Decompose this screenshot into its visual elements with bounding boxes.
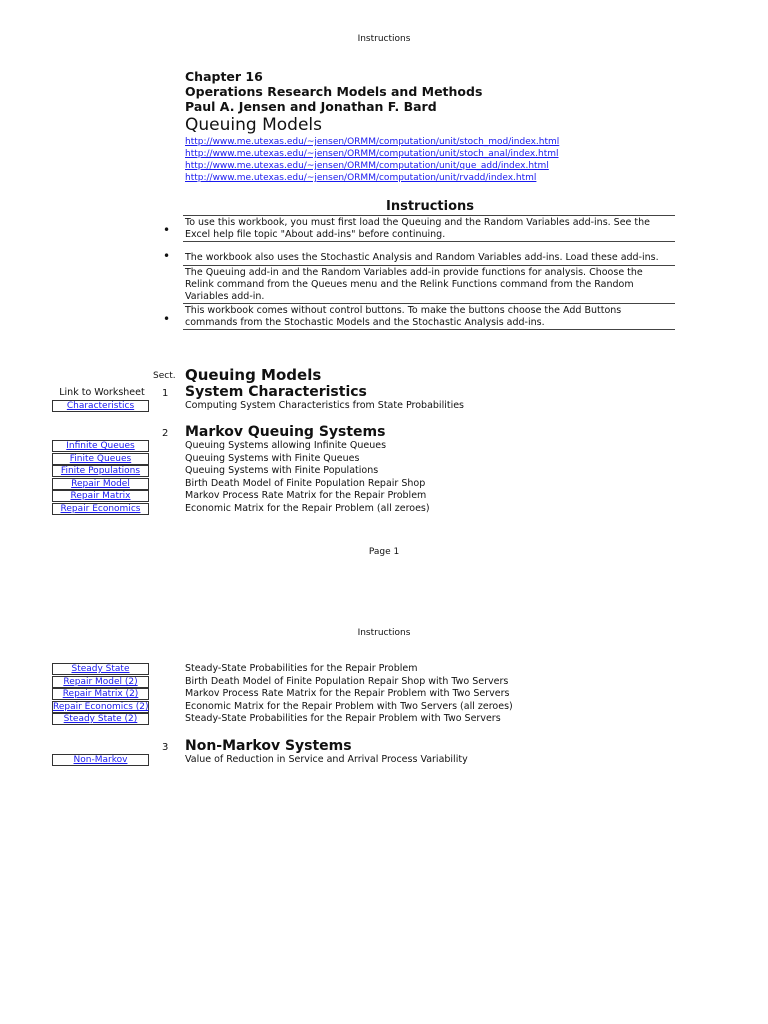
worksheet-description: Queuing Systems with Finite Populations (185, 465, 379, 476)
link-to-worksheet-label: Link to Worksheet (59, 387, 145, 398)
main-title: Queuing Models (185, 115, 322, 135)
worksheet-description: Queuing Systems with Finite Queues (185, 453, 360, 464)
worksheet-description: Computing System Characteristics from State Probabilities (185, 400, 465, 411)
instruction-row: To use this workbook, you must first load the Queuing and the Random Variables add-ins. See the Excel help file topic "About add-ins" before continuing. (183, 215, 675, 241)
section-title-non-markov: Non-Markov Systems (185, 738, 352, 754)
bullet-icon: • (163, 249, 171, 263)
worksheet-description: Birth Death Model of Finite Population Repair Shop (185, 478, 426, 489)
worksheet-link-repair-matrix-2[interactable]: Repair Matrix (2) (52, 688, 149, 700)
worksheet-description: Markov Process Rate Matrix for the Repair Problem (185, 490, 427, 501)
worksheet-link-characteristics[interactable]: Characteristics (52, 400, 149, 412)
worksheet-description: Steady-State Probabilities for the Repair Problem (185, 663, 418, 674)
worksheet-description: Queuing Systems allowing Infinite Queues (185, 440, 387, 451)
worksheet-link-finite-populations[interactable]: Finite Populations (52, 465, 149, 477)
instruction-row: This workbook comes without control buttons. To make the buttons choose the Add Buttons commands from the Stochastic Models and the Stochastic Analysis add-ins. (183, 303, 675, 330)
sect-label: Sect. (153, 371, 176, 381)
instruction-row: The Queuing add-in and the Random Variables add-in provide functions for analysis. Choose the Relink command from the Queues menu and the Relink Functions command from the Random Variables add-in. (183, 265, 675, 303)
worksheet-link-repair-economics-2[interactable]: Repair Economics (2) (53, 702, 149, 712)
instructions-table (183, 215, 675, 330)
worksheet-description: Value of Reduction in Service and Arrival Process Variability (185, 754, 468, 765)
worksheet-link-repair-economics[interactable]: Repair Economics (52, 503, 149, 515)
url-link-stoch-mod[interactable]: http://www.me.utexas.edu/~jensen/ORMM/computation/unit/stoch_mod/index.html (185, 137, 560, 147)
worksheet-link-steady-state[interactable]: Steady State (52, 663, 149, 675)
section-title-system-characteristics: System Characteristics (185, 384, 367, 400)
worksheet-description: Economic Matrix for the Repair Problem (all zeroes) (185, 503, 430, 514)
section-number: 1 (162, 388, 169, 399)
url-link-rvadd[interactable]: http://www.me.utexas.edu/~jensen/ORMM/computation/unit/rvadd/index.html (185, 173, 537, 183)
book-title: Operations Research Models and Methods (185, 84, 483, 99)
instructions-title: Instructions (385, 199, 474, 214)
bullet-icon: • (163, 223, 171, 237)
worksheet-link-non-markov[interactable]: Non-Markov (52, 754, 149, 766)
url-link-stoch-anal[interactable]: http://www.me.utexas.edu/~jensen/ORMM/computation/unit/stoch_anal/index.html (185, 149, 559, 159)
worksheet-link-infinite-queues[interactable]: Infinite Queues (52, 440, 149, 452)
queuing-models-heading: Queuing Models (185, 366, 322, 384)
page-header: Instructions (357, 34, 411, 44)
worksheet-link-repair-model-2[interactable]: Repair Model (2) (52, 676, 149, 688)
section-number: 3 (162, 742, 169, 753)
instruction-row: The workbook also uses the Stochastic Analysis and Random Variables add-ins. Load these add-ins. (183, 241, 675, 265)
worksheet-description: Economic Matrix for the Repair Problem with Two Servers (all zeroes) (185, 701, 513, 712)
chapter-label: Chapter 16 (185, 69, 263, 84)
worksheet-link-repair-matrix[interactable]: Repair Matrix (52, 490, 149, 502)
worksheet-description: Steady-State Probabilities for the Repair Problem with Two Servers (185, 713, 501, 724)
worksheet-description: Birth Death Model of Finite Population Repair Shop with Two Servers (185, 676, 509, 687)
worksheet-link-finite-queues[interactable]: Finite Queues (52, 453, 149, 465)
worksheet-link-repair-model[interactable]: Repair Model (52, 478, 149, 490)
page-header: Instructions (357, 628, 411, 638)
worksheet-link-steady-state-2[interactable]: Steady State (2) (52, 713, 149, 725)
authors: Paul A. Jensen and Jonathan F. Bard (185, 99, 437, 114)
section-number: 2 (162, 428, 169, 439)
bullet-icon: • (163, 312, 171, 326)
section-title-markov-queuing: Markov Queuing Systems (185, 424, 386, 440)
worksheet-description: Markov Process Rate Matrix for the Repair Problem with Two Servers (185, 688, 510, 699)
page-footer: Page 1 (368, 547, 400, 557)
url-link-que-add[interactable]: http://www.me.utexas.edu/~jensen/ORMM/computation/unit/que_add/index.html (185, 161, 549, 171)
